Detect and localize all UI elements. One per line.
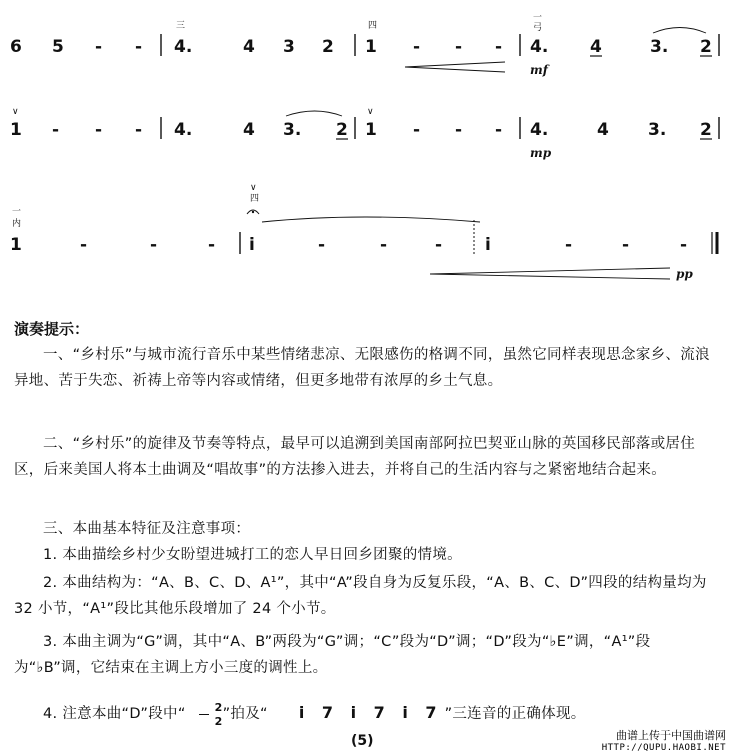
note: 4.	[530, 37, 549, 57]
fingering-mark: 四	[368, 21, 378, 31]
triplet-notes: i 7 i 7 i 7	[298, 703, 443, 722]
tips-paragraph-2: 二、“乡村乐”的旋律及节奏等特点，最早可以追溯到美国南部阿拉巴契亚山脉的英国移民部落或居住区，后来美国人将本土曲调及“唱故事”的方法掺入进去，并将自己的生活内容与之紧密地结合起来。	[14, 436, 696, 478]
note: -	[455, 120, 463, 140]
note: -	[413, 120, 421, 140]
note: i	[249, 235, 255, 255]
slur	[286, 111, 342, 116]
slur	[653, 28, 706, 34]
note: -	[622, 235, 630, 255]
watermark-url: HTTP://QUPU.HAOBI.NET	[601, 743, 726, 753]
note: 4.	[174, 120, 193, 140]
note: -	[380, 235, 388, 255]
note: 3.	[648, 120, 667, 140]
breath-mark: ∨	[367, 107, 374, 117]
note: -	[95, 37, 103, 57]
tips-item-4	[14, 700, 718, 727]
note: -	[495, 120, 503, 140]
time-signature-top: 2	[214, 700, 223, 714]
note: 2	[700, 120, 712, 140]
breath-mark: ∨	[12, 107, 19, 117]
note: -	[52, 120, 60, 140]
note: -	[435, 235, 443, 255]
note: 3.	[650, 37, 669, 57]
time-signature	[186, 702, 223, 727]
tips-title: 演奏提示：	[14, 320, 90, 338]
decrescendo	[430, 268, 670, 274]
note: 4	[243, 37, 255, 57]
tips-item-4-text: 4. 注意本曲“D”段中“	[43, 706, 186, 722]
note: i	[485, 235, 491, 255]
fingering-mark: 一	[533, 13, 543, 23]
note: -	[413, 37, 421, 57]
score-system-3	[10, 183, 717, 281]
page-number: (5)	[351, 733, 374, 749]
tips-paragraph-3: 三、本曲基本特征及注意事项：	[43, 521, 251, 537]
note: 4.	[174, 37, 193, 57]
note: 3	[283, 37, 295, 57]
dynamic-mf: mf	[530, 63, 548, 77]
note: 4	[243, 120, 255, 140]
note: 2	[336, 120, 348, 140]
watermark	[602, 730, 726, 754]
note: 6	[10, 37, 22, 57]
breath-mark: ∨	[250, 183, 257, 193]
note: 1	[365, 120, 377, 140]
note: 4	[597, 120, 609, 140]
note: -	[495, 37, 503, 57]
note: 4.	[530, 120, 549, 140]
score-system-1	[10, 13, 719, 77]
note: 1	[365, 37, 377, 57]
note: -	[150, 235, 158, 255]
tips-item-1: 1. 本曲描绘乡村少女盼望进城打工的恋人早日回乡团聚的情境。	[43, 547, 462, 563]
note: 2	[322, 37, 334, 57]
tips-item-3: 3. 本曲主调为“G”调，其中“A、B”两段为“G”调；“C”段为“D”调；“D”段为“♭E”调，“A¹”段为“♭B”调，它结束在主调上方小三度的调性上。	[14, 634, 651, 676]
note: -	[135, 120, 143, 140]
fingering-mark: 内	[12, 219, 22, 229]
note: -	[95, 120, 103, 140]
fingering-mark: 四	[250, 194, 260, 204]
fingering-mark: 弓	[533, 23, 543, 33]
note: 5	[52, 37, 64, 57]
tips-item-4-text: ”拍及“	[222, 706, 268, 722]
tips-item-4-text: ”三连音的正确体现。	[444, 706, 586, 722]
note: -	[455, 37, 463, 57]
tie	[262, 217, 480, 222]
note: -	[135, 37, 143, 57]
dynamic-mp: mp	[530, 146, 552, 160]
note: -	[80, 235, 88, 255]
note: -	[318, 235, 326, 255]
jianpu-score	[0, 0, 730, 300]
tips-item-2: 2. 本曲结构为：“A、B、C、D、A¹”，其中“A”段自身为反复乐段，“A、B、C、D”四段的结构量均为 32 小节，“A¹”段比其他乐段增加了 24 个小节。	[14, 575, 707, 617]
note: -	[565, 235, 573, 255]
fingering-mark: 一	[12, 207, 22, 217]
note: 1	[10, 235, 22, 255]
dynamic-pp: pp	[676, 267, 693, 281]
watermark-line-1: 曲谱上传于中国曲谱网	[616, 729, 726, 742]
note: -	[208, 235, 216, 255]
score-system-2	[10, 107, 719, 160]
note: -	[680, 235, 688, 255]
note: 3.	[283, 120, 302, 140]
note: 1	[10, 120, 22, 140]
note: 4	[590, 37, 602, 57]
tips-paragraph-1: 一、“乡村乐”与城市流行音乐中某些情绪悲凉、无限感伤的格调不同，虽然它同样表现思念家乡、流浪异地、苦于失恋、祈祷上帝等内容或情绪，但更多地带有浓厚的乡土气息。	[14, 347, 710, 389]
time-signature-bottom: 2	[214, 714, 223, 728]
fingering-mark: 三	[176, 21, 186, 31]
decrescendo	[405, 62, 505, 67]
note: 2	[700, 37, 712, 57]
